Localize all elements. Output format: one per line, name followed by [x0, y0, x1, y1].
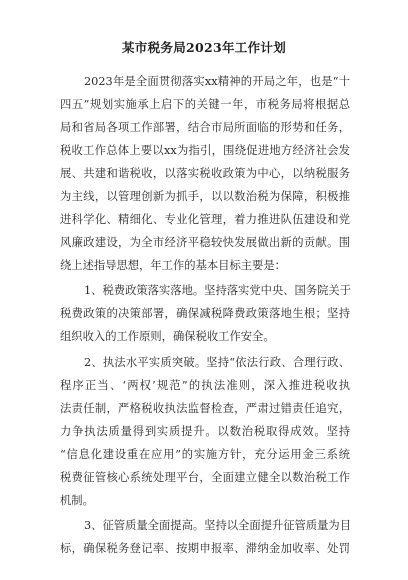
text-line: 1、税费政策落实落地。坚持落实党中央、国务院关于 [84, 284, 352, 297]
text-line: 程序正当、‘两权’规范”的执法准则，深入推进税收执 [60, 379, 350, 392]
text-line: 税费征管核心系统处理平台，全面建立健全以数治税工作 [60, 471, 350, 484]
document-title: 某市税务局2023年工作计划 [122, 40, 286, 55]
text-line: 风廉政建设，为全市经济平稳较快发展做出新的贡献。围 [60, 236, 350, 249]
text-line: 进科学化、精细化、专业化管理，着力推进队伍建设和党 [60, 213, 350, 226]
text-line: 为主线，以管理创新为抓手，以以数治税为保障，积极推 [60, 190, 350, 203]
text-line: 2、执法水平实质突破。坚持“依法行政、合理行政、 [84, 356, 350, 369]
text-line: 展、共建和谐税收，以落实税收政策为中心，以纳税服务 [60, 167, 350, 180]
text-line: 税费政策的决策部署，确保减税降费政策落地生根；坚持 [60, 307, 350, 320]
text-line: 2023年是全面贯彻落实xx精神的开局之年，也是“十 [84, 75, 350, 88]
text-line: 标，确保税务登记率、按期申报率、滞纳金加收率、处罚 [60, 542, 350, 555]
text-line: 3、征管质量全面提高。坚持以全面提升征管质量为目 [84, 519, 352, 532]
text-line: 法责任制，严格税收执法监督检查，严肃过错责任追究， [60, 402, 350, 415]
text-line: “信息化建设重在应用”的实施方针，充分运用金三系统 [60, 448, 350, 461]
text-line: 四五”规划实施承上启下的关键一年，市税务局将根据总 [60, 98, 350, 111]
text-line: 局和省局各项工作部署，结合市局所面临的形势和任务， [60, 121, 350, 134]
text-line: 机制。 [60, 494, 94, 507]
text-line: 组织收入的工作原则，确保税收工作安全。 [60, 330, 275, 343]
text-line: 绕上述指导思想，年工作的基本目标主要是： [60, 259, 286, 272]
text-line: 力争执法质量得到实质提升。以数治税取得成效。坚持 [60, 425, 350, 438]
text-line: 税收工作总体上要以xx为指引，围绕促进地方经济社会发 [60, 144, 350, 157]
